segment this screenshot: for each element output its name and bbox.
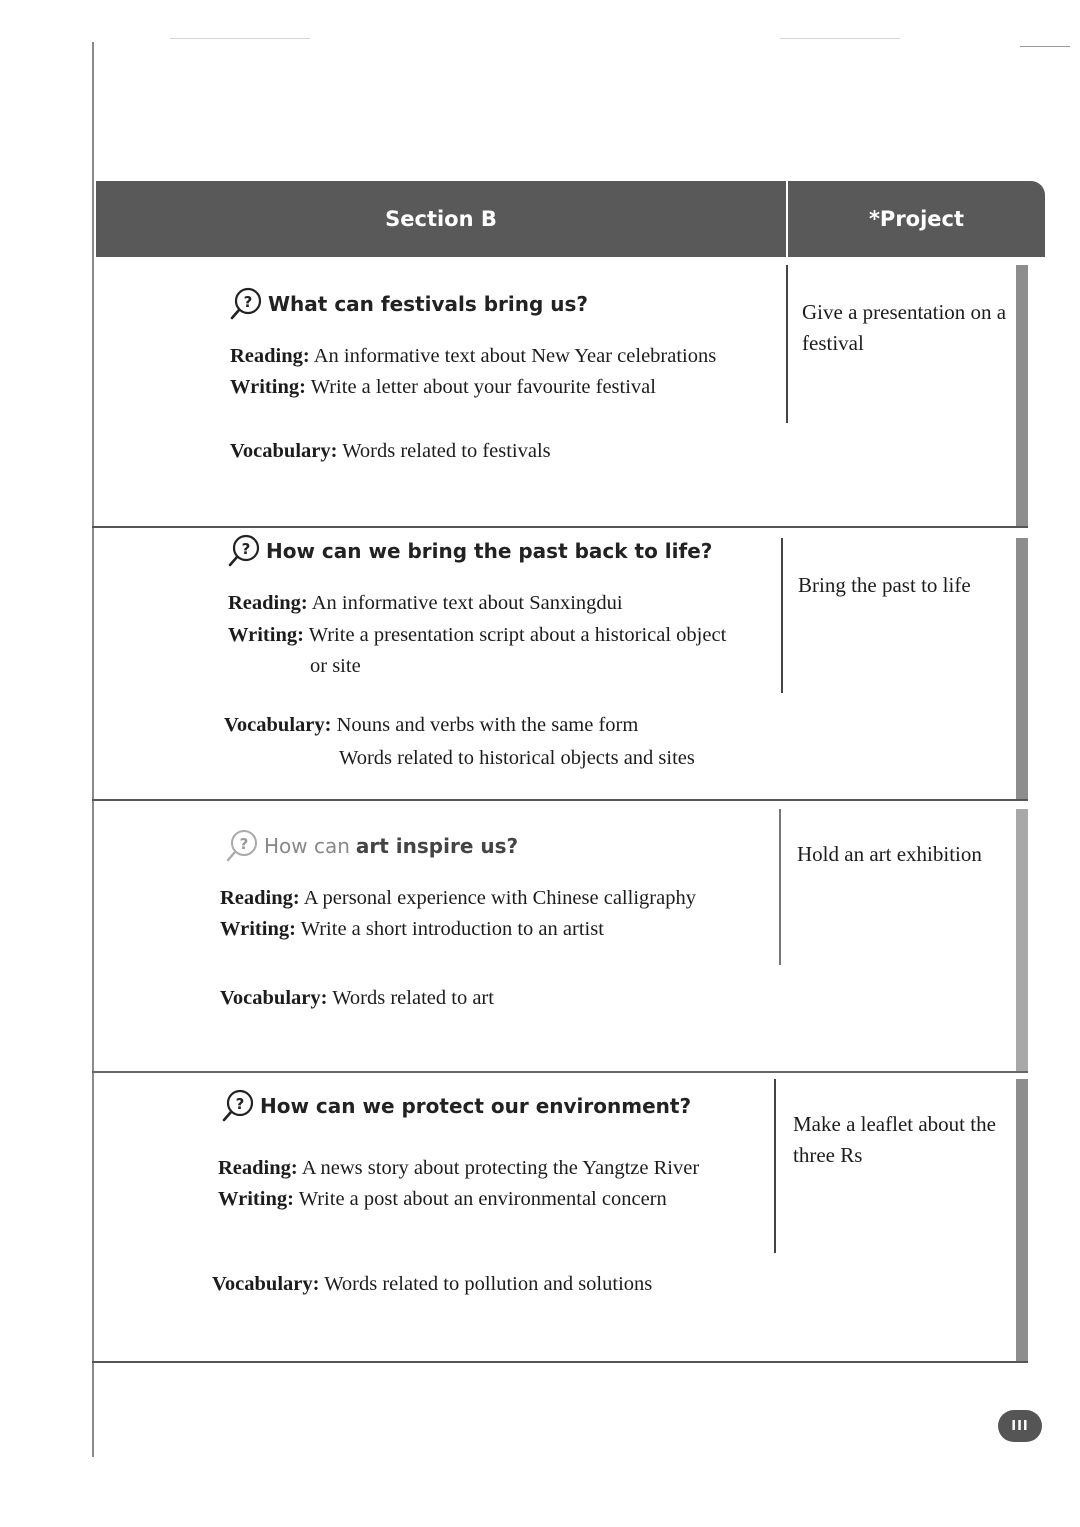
project-text: Give a presentation on a festival xyxy=(802,300,1007,355)
vocabulary-label: Vocabulary: xyxy=(224,714,332,736)
writing-line xyxy=(228,624,726,647)
page-number-badge: III xyxy=(998,1410,1042,1442)
column-divider xyxy=(786,265,788,423)
section-b-header: Section B xyxy=(96,181,786,257)
vocabulary-line xyxy=(220,987,494,1010)
project-text: Make a leaflet about the three Rs xyxy=(793,1112,996,1167)
question-magnifier-icon xyxy=(230,287,262,321)
writing-text: Write a short introduction to an artist xyxy=(300,918,604,940)
vocabulary-text: Words related to art xyxy=(332,987,494,1009)
project-text: Bring the past to life xyxy=(798,573,971,597)
writing-label: Writing: xyxy=(220,918,296,940)
vocabulary-line xyxy=(230,440,551,463)
reading-text: A personal experience with Chinese calligraphy xyxy=(303,887,696,909)
writing-label: Writing: xyxy=(228,624,304,646)
unit-question xyxy=(222,1089,691,1123)
row-bottom-line xyxy=(92,1361,1028,1363)
column-divider xyxy=(781,538,783,693)
writing-continuation: or site xyxy=(310,655,361,677)
question-magnifier-icon xyxy=(228,534,260,568)
reading-line xyxy=(228,592,623,615)
writing-label: Writing: xyxy=(218,1188,294,1210)
reading-label: Reading: xyxy=(218,1157,298,1179)
vocabulary-label: Vocabulary: xyxy=(220,987,328,1009)
row-bottom-line xyxy=(92,799,1028,801)
writing-line xyxy=(220,918,604,941)
reading-text: An informative text about Sanxingdui xyxy=(311,592,623,614)
question-text: What can festivals bring us? xyxy=(268,292,589,316)
reading-line xyxy=(230,345,716,368)
writing-text: Write a letter about your favourite festival xyxy=(310,376,656,398)
scan-mark xyxy=(170,38,310,39)
unit-row-3 xyxy=(92,803,1028,1073)
question-text: How can we bring the past back to life? xyxy=(266,539,713,563)
scan-mark xyxy=(780,38,900,39)
scan-mark xyxy=(1020,46,1070,47)
vocabulary-text: Words related to pollution and solutions xyxy=(324,1273,653,1295)
column-divider xyxy=(779,809,781,965)
vocabulary-text: Nouns and verbs with the same form xyxy=(336,714,639,736)
writing-text: Write a presentation script about a historical object xyxy=(308,624,727,646)
unit-row-2 xyxy=(92,530,1028,801)
reading-line xyxy=(220,887,696,910)
writing-label: Writing: xyxy=(230,376,306,398)
reading-line xyxy=(218,1157,699,1180)
question-magnifier-icon xyxy=(222,1089,254,1123)
svg-text:?: ? xyxy=(235,1095,245,1113)
svg-text:?: ? xyxy=(241,540,251,558)
vocabulary-line xyxy=(212,1273,652,1296)
question-magnifier-icon xyxy=(226,829,258,863)
writing-line xyxy=(230,376,656,399)
question-text-faded: How can xyxy=(264,834,350,858)
reading-label: Reading: xyxy=(220,887,300,909)
reading-text: A news story about protecting the Yangtze River xyxy=(301,1157,700,1179)
unit-row-4 xyxy=(92,1075,1028,1363)
unit-question xyxy=(230,287,588,321)
unit-question xyxy=(226,829,518,863)
unit-row-1 xyxy=(92,257,1028,528)
unit-question xyxy=(228,534,712,568)
row-edge-bar xyxy=(1016,1079,1028,1363)
vocabulary-text: Words related to festivals xyxy=(342,440,551,462)
reading-text: An informative text about New Year celebrations xyxy=(313,345,717,367)
column-divider xyxy=(774,1079,776,1253)
row-bottom-line xyxy=(92,1071,1028,1073)
question-text: How can we protect our environment? xyxy=(260,1094,692,1118)
vocabulary-line xyxy=(224,714,638,737)
question-text: art inspire us? xyxy=(355,834,519,858)
writing-line xyxy=(218,1188,667,1211)
writing-text: Write a post about an environmental concern xyxy=(298,1188,667,1210)
vocabulary-label: Vocabulary: xyxy=(230,440,338,462)
svg-text:?: ? xyxy=(243,293,253,311)
row-bottom-line xyxy=(92,526,1028,528)
reading-label: Reading: xyxy=(228,592,308,614)
project-header: *Project xyxy=(788,181,1045,257)
project-text: Hold an art exhibition xyxy=(797,842,982,866)
vocabulary-label: Vocabulary: xyxy=(212,1273,320,1295)
svg-text:?: ? xyxy=(239,835,249,853)
vocabulary-continuation: Words related to historical objects and sites xyxy=(339,747,695,769)
reading-label: Reading: xyxy=(230,345,310,367)
